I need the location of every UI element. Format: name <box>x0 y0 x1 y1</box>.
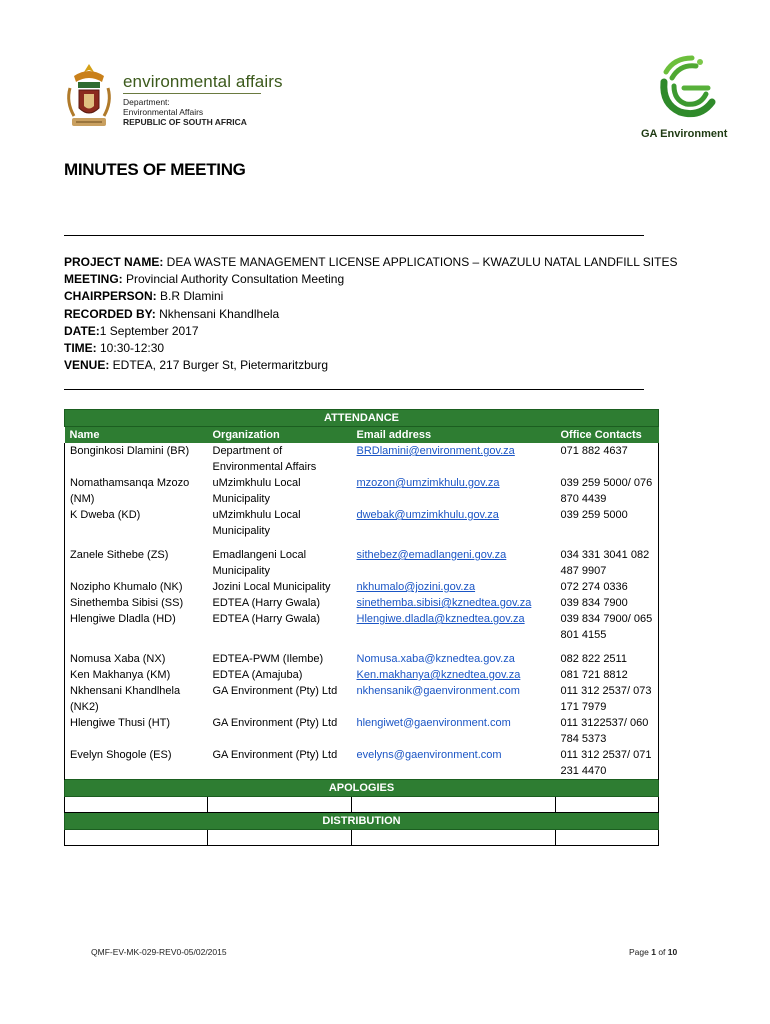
distribution-label: DISTRIBUTION <box>65 813 659 830</box>
attendance-label: ATTENDANCE <box>65 410 659 427</box>
department-line-1: Department: <box>123 97 170 107</box>
info-time: TIME: 10:30-12:30 <box>64 341 165 356</box>
person-email[interactable]: mzozon@umzimkhulu.gov.za <box>356 477 500 489</box>
department-line-2: Environmental Affairs <box>123 107 204 117</box>
person-email[interactable]: Hlengiwe.dladla@kznedtea.gov.za <box>356 613 525 625</box>
person-name: Nomathamsanqa Mzozo (NM) <box>70 477 190 505</box>
apologies-label: APOLOGIES <box>65 780 659 797</box>
separator-bottom <box>64 389 644 390</box>
person-name: Nkhensani Khandlhela (NK2) <box>70 685 181 713</box>
person-organization: GA Environment (Pty) Ltd <box>212 717 338 729</box>
person-organization: GA Environment (Pty) Ltd <box>212 749 338 761</box>
person-name: Nozipho Khumalo (NK) <box>70 581 183 593</box>
header-contacts: Office Contacts <box>556 427 659 444</box>
header-organization: Organization <box>208 427 352 444</box>
person-name: Sinethemba Sibisi (SS) <box>70 597 184 609</box>
person-organization: uMzimkhulu Local Municipality <box>212 509 301 537</box>
person-email: nkhensanik@gaenvironment.com <box>356 685 520 697</box>
attendance-table <box>64 409 659 846</box>
ga-environment-logo <box>652 52 720 124</box>
person-contact: 039 834 7900 <box>560 597 628 609</box>
person-contact: 011 312 2537/ 073 171 7979 <box>560 685 652 713</box>
coat-of-arms-logo <box>64 62 114 132</box>
person-email: hlengiwet@gaenvironment.com <box>356 717 511 729</box>
table-header-row <box>65 427 659 444</box>
person-organization: EDTEA (Harry Gwala) <box>212 613 321 625</box>
table-row <box>65 595 659 611</box>
department-rule <box>123 93 261 94</box>
person-organization: Jozini Local Municipality <box>212 581 331 593</box>
person-organization: EDTEA (Amajuba) <box>212 669 303 681</box>
person-name: K Dweba (KD) <box>70 509 141 521</box>
table-row <box>65 547 659 579</box>
person-contact: 072 274 0336 <box>560 581 628 593</box>
department-line-3: REPUBLIC OF SOUTH AFRICA <box>123 117 247 127</box>
table-row <box>65 651 659 667</box>
table-row <box>65 611 659 643</box>
person-name: Hlengiwe Dladla (HD) <box>70 613 176 625</box>
distribution-empty-row <box>65 830 659 846</box>
person-organization: EDTEA (Harry Gwala) <box>212 597 321 609</box>
person-name: Zanele Sithebe (ZS) <box>70 549 169 561</box>
person-organization: uMzimkhulu Local Municipality <box>212 477 301 505</box>
separator-top <box>64 235 644 236</box>
distribution-band <box>65 813 659 830</box>
person-email[interactable]: dwebak@umzimkhulu.gov.za <box>356 509 499 521</box>
person-contact: 071 882 4637 <box>560 445 628 457</box>
attendance-rows <box>65 443 659 780</box>
footer-document-code: QMF-EV-MK-029-REV0-05/02/2015 <box>91 947 227 957</box>
person-email: evelyns@gaenvironment.com <box>356 749 502 761</box>
person-email[interactable]: BRDlamini@environment.gov.za <box>356 445 515 457</box>
person-organization: Emadlangeni Local Municipality <box>212 549 307 577</box>
person-name: Evelyn Shogole (ES) <box>70 749 172 761</box>
person-name: Hlengiwe Thusi (HT) <box>70 717 171 729</box>
person-organization: GA Environment (Pty) Ltd <box>212 685 338 697</box>
table-row <box>65 667 659 683</box>
person-contact: 039 834 7900/ 065 801 4155 <box>560 613 653 641</box>
info-chairperson: CHAIRPERSON: B.R Dlamini <box>64 289 224 304</box>
info-recorded-by: RECORDED BY: Nkhensani Khandlhela <box>64 306 280 321</box>
header-email: Email address <box>352 427 556 444</box>
person-email[interactable]: nkhumalo@jozini.gov.za <box>356 581 476 593</box>
page-title: MINUTES OF MEETING <box>64 160 246 179</box>
person-email[interactable]: Ken.makhanya@kznedtea.gov.za <box>356 669 521 681</box>
person-contact: 081 721 8812 <box>560 669 628 681</box>
person-contact: 082 822 2511 <box>560 653 627 665</box>
info-project: PROJECT NAME: DEA WASTE MANAGEMENT LICENSE APPLICATIONS – KWAZULU NATAL LANDFILL SITES <box>64 255 678 269</box>
person-contact: 039 259 5000/ 076 870 4439 <box>560 477 653 505</box>
person-organization: Department of Environmental Affairs <box>212 445 317 473</box>
table-row <box>65 579 659 595</box>
apologies-band <box>65 780 659 797</box>
person-email[interactable]: sinethemba.sibisi@kznedtea.gov.za <box>356 597 532 609</box>
ga-environment-name: GA Environment <box>641 128 728 140</box>
info-meeting: MEETING: Provincial Authority Consultation Meeting <box>64 272 345 287</box>
row-spacer <box>65 539 659 547</box>
table-row <box>65 683 659 715</box>
info-date: DATE:1 September 2017 <box>64 323 199 338</box>
meeting-info <box>64 254 677 374</box>
table-row <box>65 715 659 747</box>
info-venue: VENUE: EDTEA, 217 Burger St, Pietermaritzburg <box>64 358 329 373</box>
table-row <box>65 475 659 507</box>
person-name: Bonginkosi Dlamini (BR) <box>70 445 190 457</box>
person-contact: 011 312 2537/ 071 231 4470 <box>560 749 652 777</box>
person-organization: EDTEA-PWM (Ilembe) <box>212 653 324 665</box>
table-row <box>65 507 659 539</box>
footer-page-number: Page 1 of 10 <box>629 947 678 957</box>
attendance-band <box>65 410 659 427</box>
row-spacer <box>65 643 659 651</box>
table-row <box>65 747 659 780</box>
table-row <box>65 443 659 475</box>
person-contact: 011 3122537/ 060 784 5373 <box>560 717 649 745</box>
department-title: environmental affairs <box>123 72 283 91</box>
person-email: Nomusa.xaba@kznedtea.gov.za <box>356 653 515 665</box>
person-contact: 039 259 5000 <box>560 509 628 521</box>
person-email[interactable]: sithebez@emadlangeni.gov.za <box>356 549 507 561</box>
apologies-empty-row <box>65 797 659 813</box>
header-name: Name <box>65 427 208 444</box>
person-name: Ken Makhanya (KM) <box>70 669 171 681</box>
person-name: Nomusa Xaba (NX) <box>70 653 166 665</box>
person-contact: 034 331 3041 082 487 9907 <box>560 549 650 577</box>
